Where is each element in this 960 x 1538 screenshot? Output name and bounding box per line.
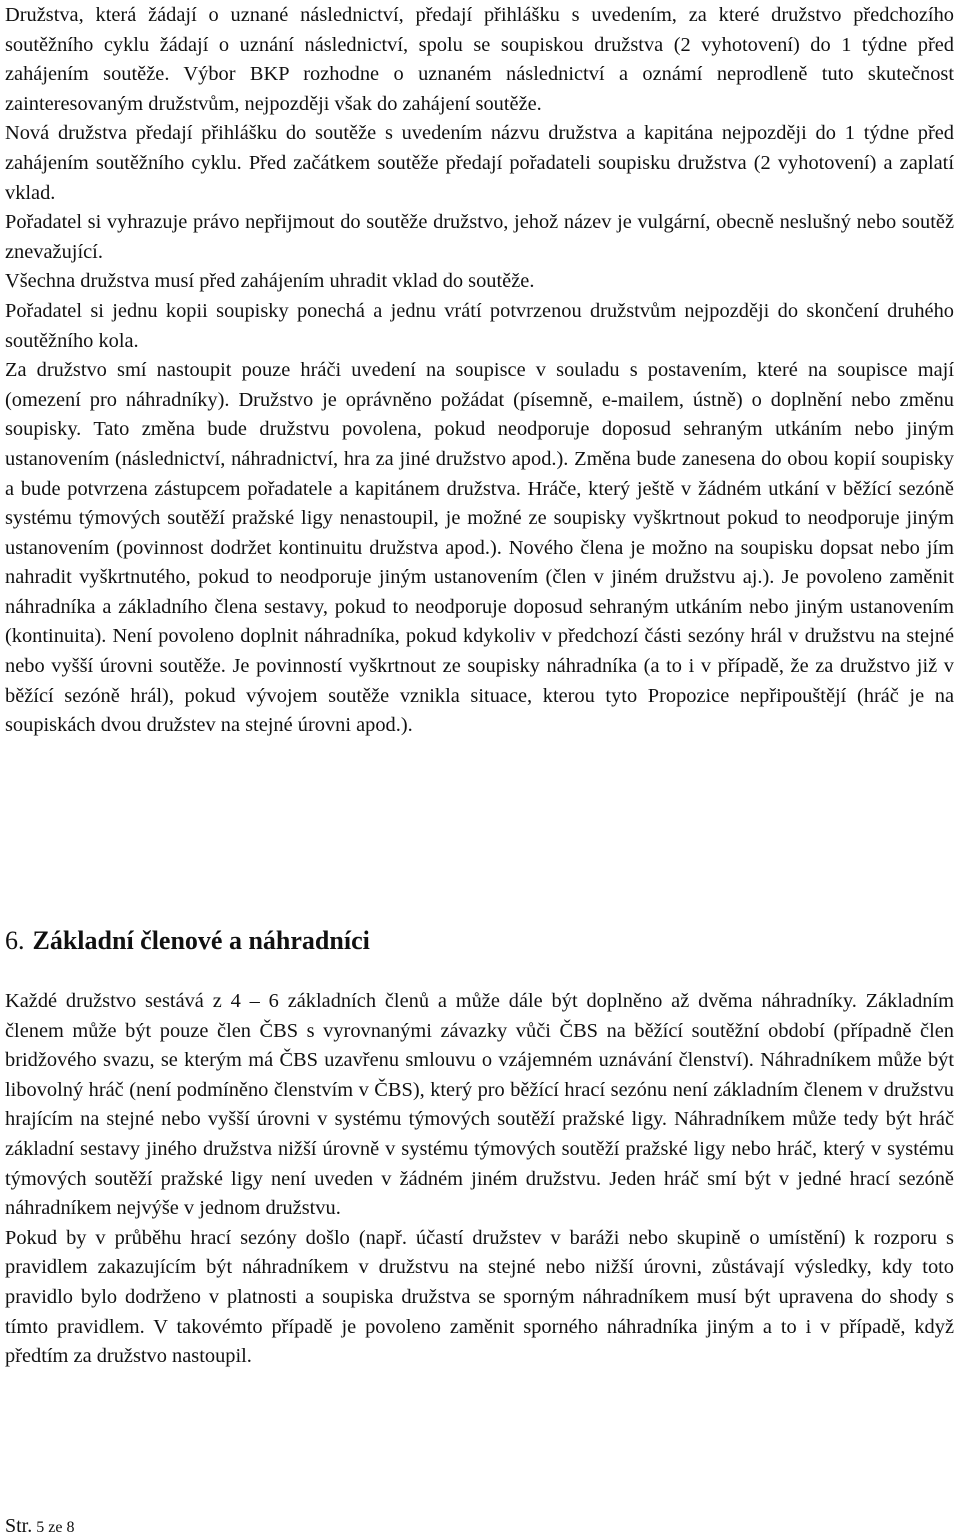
paragraph-new-teams: Nová družstva předají přihlášku do soutěže s uvedením názvu družstva a kapitána nejpozději do 1 týdne před zahájením soutěžního cyklu. Před začátkem soutěže předají pořadateli soupisku družstva (2 vyhotovení) a zaplatí vklad. (5, 122, 954, 204)
page-footer (5, 1515, 74, 1538)
section-number: 6. (5, 926, 25, 955)
footer-str-label: Str. (5, 1515, 33, 1537)
paragraph-organizer-rights: Pořadatel si vyhrazuje právo nepřijmout do soutěže družstvo, jehož název je vulgární, obecně neslušný nebo soutěž znevažující. (5, 211, 954, 263)
paragraph-roster-copy: Pořadatel si jednu kopii soupisky ponechá a jednu vrátí potvrzenou družstvům nejpozději do skončení druhého soutěžního kola. (5, 299, 954, 352)
paragraph-roster-changes: Za družstvo smí nastoupit pouze hráči uvedení na soupisce v souladu s postavením, které na soupisce mají (omezení pro náhradníky). Družstvo je oprávněno požádat (písemně, e-mailem, ústně) o doplnění nebo změnu soupisky. Tato změna bude družstvu povolena, pokud neodporuje doposud sehraným utkáním nebo jiným ustanovením (následnictví, náhradnictví, hra za jiné družstvo apod.). Změna bude zanesena do obou kopií soupisky a bude potvrzena zástupcem pořadatele a kapitánem družstva. Hráče, který ještě v žádném utkání v běžící sezóně systému týmových soutěží pražské ligy nenastoupil, je možné ze soupisky vyškrtnout pokud to neodporuje jiným ustanovením (povinnost dodržet kontinuitu družstva apod.). Nového člena je možno na soupisku dopsat nebo jím nahradit vyškrtnutého, pokud to neodporuje jiným ustanovením (člen v jiném družstvu aj.). Je povoleno zaměnit náhradníka a základního člena sestavy, pokud to neodporuje doposud sehraným utkáním nebo jiným ustanovením (kontinuita). Není povoleno doplnit náhradníka, pokud kdykoliv v předchozí části sezóny hrál v družstvu na stejné nebo vyšší úrovni soutěže. Je povinností vyškrtnout ze soupisky náhradníka (a to i v případě, že za družstvo již v běžící sezóně hrál), pokud vývojem soutěže vznikla situace, kterou tyto Propozice nepřipouštějí (hráč je na soupiskách dvou družstev na stejné úrovni apod.). (5, 359, 954, 737)
section-heading (5, 924, 954, 958)
footer-page-number: 5 ze 8 (36, 1519, 75, 1536)
paragraph-substitute-conflict: Pokud by v průběhu hrací sezóny došlo (např. účastí družstev v baráži nebo skupině o umístění) k rozporu s pravidlem zakazujícím být náhradníkem v družstvu na stejné nebo nižší úrovni, zůstávají výsledky, kdy toto pravidlo bylo dodrženo v platnosti a soupiska družstva se sporným náhradníkem musí být upravena do shody s tímto pravidlem. V takovémto případě je povoleno zaměnit sporného náhradníka jiným a to i v případě, když předtím za družstvo nastoupil. (5, 1226, 954, 1368)
paragraph-entry-fee: Všechna družstva musí před zahájením uhradit vklad do soutěže. (5, 270, 535, 293)
top-text-block (5, 1, 954, 741)
section-text-block (5, 987, 954, 1372)
paragraph-team-composition: Každé družstvo sestává z 4 – 6 základních členů a může dále být doplněno až dvěma náhradníky. Základním členem může být pouze člen ČBS s vyrovnanými závazky vůči ČBS na běžící soutěžní období (případně člen bridžového svazu, se kterým má ČBS uzavřenu smlouvu o vzájemném uznávání členství). Náhradníkem může být libovolný hráč (není podmíněno členstvím v ČBS), který pro běžící hrací sezónu není základním členem v družstvu hrajícím na stejné nebo vyšší úrovni v systému týmových soutěží pražské ligy. Náhradníkem může tedy být hráč základní sestavy jiného družstva nižší úrovně v systému týmových soutěží pražské ligy nebo hráč, který v systému týmových soutěží pražské ligy není uveden v žádném jiném družstvu. Jeden hráč smí být v jedné hrací sezóně náhradníkem nejvýše v jednom družstvu. (5, 990, 954, 1220)
paragraph-succession: Družstva, která žádají o uznané následnictví, předají přihlášku s uvedením, za které družstvo předchozího soutěžního cyklu žádají o uznání následnictví, spolu se soupiskou družstva (2 vyhotovení) do 1 týdne před zahájením soutěže. Výbor BKP rozhodne o uznaném následnictví a oznámí neprodleně tuto skutečnost zainteresovaným družstvům, nejpozději však do zahájení soutěže. (5, 4, 954, 115)
section-title: Základní členové a náhradníci (32, 926, 370, 955)
